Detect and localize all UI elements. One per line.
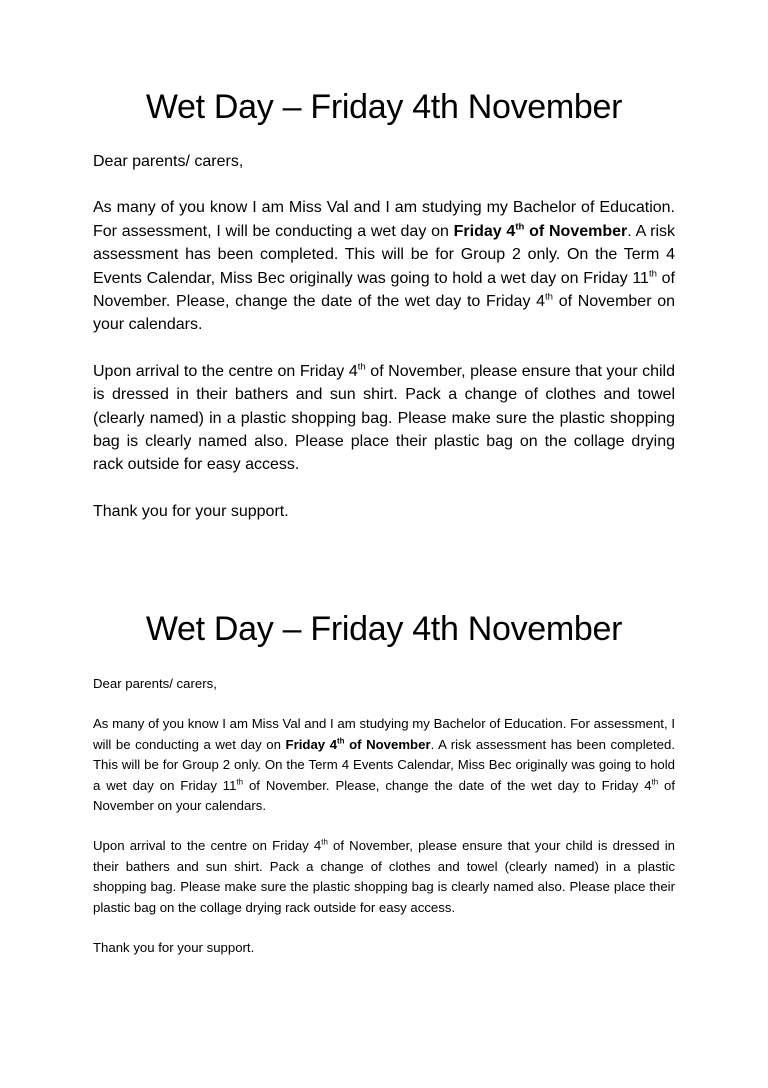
ordinal-suffix: th	[321, 838, 328, 848]
paragraph-text: As many of you know I am Miss Val and I am studying my Bachelor of Education. For assessment, I will be conducting a wet day on	[93, 199, 675, 240]
paragraph-text: of November, please ensure that your child is dressed in their bathers and sun shirt. Pack a change of clothes and towel (clearly named) in a plastic shopping bag. Please make sure the plastic shopping bag is clearly named also. Please place their plastic bag on the collage drying rack outside for easy access.	[93, 362, 675, 474]
closing: Thank you for your support.	[93, 502, 289, 520]
paragraph-text: of November on your calendars.	[93, 777, 675, 814]
notice-title: Wet Day – Friday 4th November	[145, 610, 623, 648]
ordinal-suffix: th	[357, 361, 366, 373]
notice-title: Wet Day – Friday 4th November	[145, 88, 623, 126]
notice-large	[93, 86, 675, 546]
paragraph-text: Upon arrival to the centre on Friday 4	[93, 838, 322, 854]
paragraph-text: . A risk assessment has been completed. This will be for Group 2 only. On the Term 4 Events Calendar, Miss Bec originally was going to hold a wet day on Friday 11	[93, 222, 675, 287]
notice-small	[93, 608, 675, 978]
paragraph-text: As many of you know I am Miss Val and I am studying my Bachelor of Education. For assessment, I will be conducting a wet day on	[93, 716, 675, 752]
paragraph-assessment	[93, 196, 675, 336]
salutation: Dear parents/ carers,	[93, 676, 217, 691]
ordinal-suffix: th	[545, 291, 554, 303]
paragraph-instructions	[93, 360, 675, 477]
wet-day-date: Friday 4th of November	[453, 221, 628, 240]
paragraph-text: of November. Please, change the date of the wet day to Friday 4	[243, 777, 652, 793]
ordinal-suffix: th	[651, 777, 659, 787]
paragraph-text: of November on your calendars.	[93, 293, 676, 334]
paragraph-text: Upon arrival to the centre on Friday 4	[93, 362, 358, 380]
closing: Thank you for your support.	[93, 940, 255, 956]
paragraph-text: of November. Please, change the date of the wet day to Friday 4	[93, 269, 675, 311]
wet-day-date: Friday 4th of November	[285, 736, 431, 752]
paragraph-text: of November, please ensure that your child is dressed in their bathers and sun shirt. Pack a change of clothes and towel (clearly named) in a plastic shopping bag. Please make sure the plastic shopping bag is clearly named also. Please place their plastic bag on the collage drying rack outside for easy access.	[93, 838, 675, 915]
paragraph-assessment	[93, 714, 675, 816]
paragraph-text: . A risk assessment has been completed. This will be for Group 2 only. On the Term 4 Events Calendar, Miss Bec originally was going to hold a wet day on Friday 11	[93, 736, 675, 793]
ordinal-suffix: th	[648, 268, 657, 280]
ordinal-suffix: th	[236, 777, 244, 787]
salutation: Dear parents/ carers,	[93, 153, 244, 170]
paragraph-instructions	[93, 836, 675, 918]
